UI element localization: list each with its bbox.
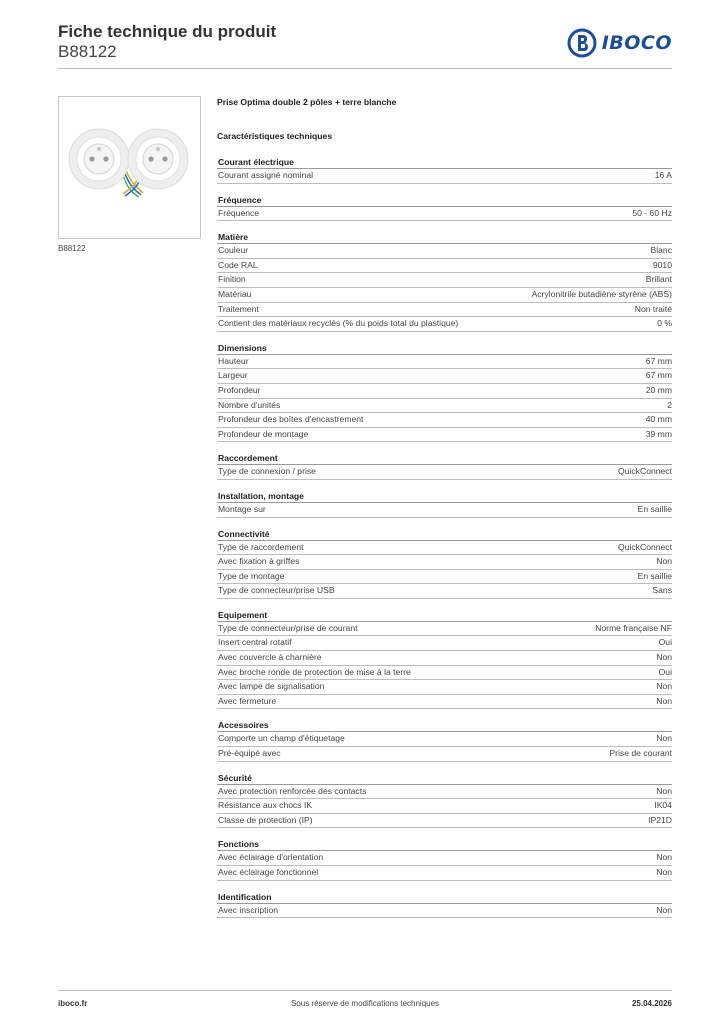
spec-value: Brillant <box>645 274 672 285</box>
spec-label: Avec couvercle à charnière <box>218 652 322 663</box>
section-title: Identification <box>217 891 672 904</box>
spec-value: Non <box>656 733 672 744</box>
spec-section <box>217 772 672 829</box>
spec-row <box>217 584 672 599</box>
spec-label: Avec protection renforcée des contacts <box>218 785 367 796</box>
section-title: Sécurité <box>217 772 672 785</box>
spec-label: Profondeur de montage <box>218 428 309 439</box>
spec-section <box>217 194 672 222</box>
spec-label: Couleur <box>218 245 249 256</box>
spec-label: Montage sur <box>218 503 266 514</box>
spec-row <box>217 555 672 570</box>
section-title: Fonctions <box>217 838 672 851</box>
footer-website-link[interactable]: iboco.fr <box>58 999 88 1008</box>
spec-section <box>217 490 672 518</box>
spec-section <box>217 719 672 761</box>
spec-sections <box>217 156 672 918</box>
spec-label: Fréquence <box>218 207 260 218</box>
spec-value: Oui <box>658 666 672 677</box>
spec-value: QuickConnect <box>618 541 672 552</box>
product-image <box>58 96 201 239</box>
section-title: Installation, montage <box>217 490 672 503</box>
spec-label: Profondeur des boîtes d'encastrement <box>218 414 364 425</box>
spec-row <box>217 695 672 710</box>
product-name: Prise Optima double 2 pôles + terre blanche <box>217 97 397 107</box>
spec-label: Avec éclairage fonctionnel <box>218 867 319 877</box>
spec-value: IK04 <box>654 800 672 811</box>
spec-row <box>217 244 672 259</box>
spec-row <box>217 465 672 480</box>
spec-row <box>217 666 672 681</box>
spec-label: Hauteur <box>218 355 249 366</box>
section-title: Connectivité <box>217 528 672 541</box>
spec-panel <box>217 96 672 928</box>
spec-row <box>217 747 672 762</box>
spec-row <box>217 851 672 866</box>
section-title: Accessoires <box>217 719 672 732</box>
double-socket-illustration <box>59 97 200 238</box>
footer-disclaimer: Sous réserve de modifications techniques <box>290 999 440 1008</box>
spec-row <box>217 503 672 518</box>
spec-value: 50 - 60 Hz <box>632 207 672 218</box>
spec-label: Avec fermeture <box>218 695 277 706</box>
spec-label: Finition <box>218 274 246 285</box>
spec-row <box>217 636 672 651</box>
spec-label: Code RAL <box>218 259 258 270</box>
spec-section <box>217 156 672 184</box>
spec-value: 9010 <box>652 259 672 270</box>
section-title: Courant électrique <box>217 156 672 169</box>
spec-value: Non <box>656 681 672 692</box>
spec-row <box>217 651 672 666</box>
spec-label: Courant assigné nominal <box>218 170 314 180</box>
image-caption: B88122 <box>58 244 86 253</box>
spec-value: QuickConnect <box>618 466 672 477</box>
section-title: Equipement <box>217 609 672 622</box>
spec-label: Comporte un champ d'étiquetage <box>218 733 345 744</box>
spec-row <box>217 317 672 332</box>
spec-value: Prise de courant <box>609 748 672 759</box>
iboco-logo-icon <box>567 28 597 58</box>
spec-row <box>217 413 672 428</box>
spec-value: 0 % <box>657 318 672 329</box>
spec-row <box>217 428 672 443</box>
spec-value: 67 mm <box>645 355 672 366</box>
spec-row <box>217 259 672 274</box>
spec-label: Matériau <box>218 288 252 299</box>
spec-value: IP21D <box>648 814 672 825</box>
spec-section <box>217 609 672 710</box>
product-code: B88122 <box>58 42 117 61</box>
spec-section <box>217 342 672 443</box>
page-footer <box>58 990 672 1010</box>
spec-label: Résistance aux chocs IK <box>218 800 313 811</box>
spec-label: Avec inscription <box>218 904 279 915</box>
spec-label: Type de connexion / prise <box>218 466 316 477</box>
spec-value: Non <box>656 695 672 706</box>
section-title: Fréquence <box>217 194 672 207</box>
spec-value: Non traité <box>634 303 672 314</box>
spec-label: Avec broche ronde de protection de mise à la terre <box>218 666 411 677</box>
spec-value: Non <box>656 852 672 863</box>
spec-row <box>217 169 672 184</box>
spec-row <box>217 570 672 585</box>
spec-label: Traitement <box>218 303 259 314</box>
spec-label: Type de connecteur/prise USB <box>218 585 335 596</box>
spec-label: Profondeur <box>218 384 261 395</box>
spec-value: 16 A <box>654 170 672 180</box>
spec-row <box>217 207 672 222</box>
spec-section <box>217 838 672 880</box>
spec-row <box>217 384 672 399</box>
spec-row <box>217 732 672 747</box>
spec-row <box>217 904 672 919</box>
spec-row <box>217 680 672 695</box>
footer-date: 25.04.2026 <box>631 999 672 1008</box>
spec-label: Avec lampe de signalisation <box>218 681 325 692</box>
spec-row <box>217 541 672 556</box>
spec-value: Non <box>656 867 672 877</box>
spec-row <box>217 355 672 370</box>
spec-value: Norme française NF <box>595 622 672 633</box>
spec-row <box>217 399 672 414</box>
spec-label: Type de montage <box>218 570 285 581</box>
spec-row <box>217 369 672 384</box>
spec-value: Blanc <box>650 245 672 256</box>
spec-label: Contient des matériaux recyclés (% du poids total du plastique) <box>218 318 459 329</box>
spec-row <box>217 785 672 800</box>
spec-value: 20 mm <box>645 384 672 395</box>
spec-value: 67 mm <box>645 370 672 381</box>
spec-value: Non <box>656 652 672 663</box>
section-title: Raccordement <box>217 452 672 465</box>
page-header <box>58 22 672 69</box>
spec-value: Sans <box>652 585 672 596</box>
spec-row <box>217 273 672 288</box>
spec-row <box>217 288 672 303</box>
spec-label: Avec éclairage d'orientation <box>218 852 324 863</box>
spec-section <box>217 528 672 599</box>
document-title: Fiche technique du produit <box>58 22 277 41</box>
spec-value: 40 mm <box>645 414 672 425</box>
spec-section <box>217 452 672 480</box>
spec-row <box>217 814 672 829</box>
spec-section <box>217 891 672 919</box>
spec-value: Non <box>656 904 672 915</box>
spec-label: Largeur <box>218 370 248 381</box>
spec-value: Acrylonitrile butadiène styrène (ABS) <box>531 288 672 299</box>
spec-label: Pré-équipé avec <box>218 748 281 759</box>
spec-value: Oui <box>658 637 672 648</box>
spec-value: Non <box>656 556 672 567</box>
section-title: Dimensions <box>217 342 672 355</box>
spec-label: Nombre d'unités <box>218 399 281 410</box>
spec-label: Classe de protection (IP) <box>218 814 313 825</box>
spec-value: 39 mm <box>645 428 672 439</box>
spec-row <box>217 622 672 637</box>
spec-row <box>217 799 672 814</box>
spec-value: En saillie <box>637 503 672 514</box>
spec-value: 2 <box>667 399 672 410</box>
spec-label: Insert central rotatif <box>218 637 292 648</box>
brand-logo <box>567 28 672 58</box>
logo-text: IBOCO <box>601 32 672 54</box>
section-title: Matière <box>217 231 672 244</box>
spec-label: Avec fixation à griffes <box>218 556 300 567</box>
spec-label: Type de connecteur/prise de courant <box>218 622 358 633</box>
spec-section <box>217 231 672 332</box>
spec-label: Type de raccordement <box>218 541 304 552</box>
technical-characteristics-title: Caractéristiques techniques <box>217 131 333 141</box>
spec-value: Non <box>656 785 672 796</box>
spec-row <box>217 866 672 881</box>
spec-row <box>217 303 672 318</box>
spec-value: En saillie <box>637 570 672 581</box>
